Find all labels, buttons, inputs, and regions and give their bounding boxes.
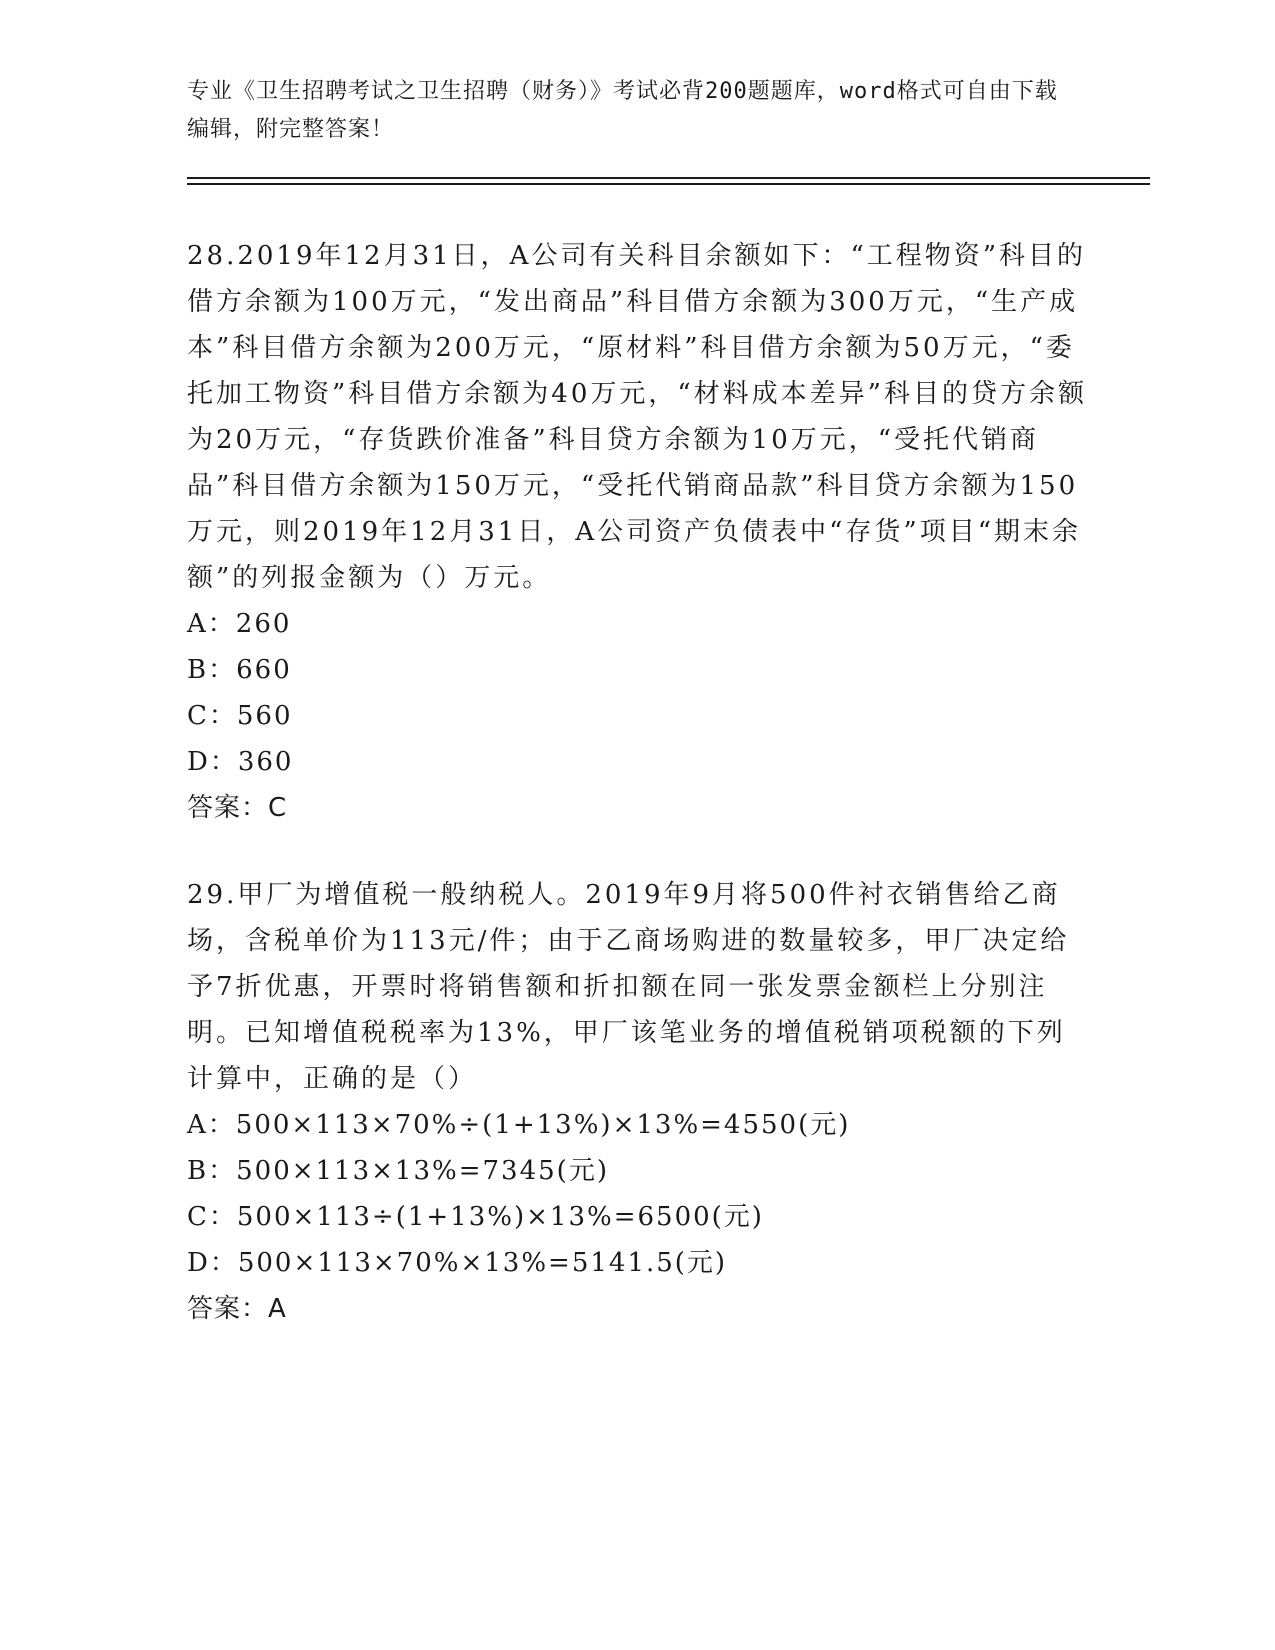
option-d: D：500×113×70%×13%=5141.5(元) <box>187 1248 728 1278</box>
question-29 <box>187 872 1087 1332</box>
option-b: B：500×113×13%=7345(元) <box>187 1156 609 1186</box>
answer-line: 答案：A <box>187 1294 287 1324</box>
option-list <box>187 601 1087 785</box>
option-d: D：360 <box>187 747 294 777</box>
question-28 <box>187 233 1087 831</box>
document-header: 专业《卫生招聘考试之卫生招聘（财务）》考试必背200题题库，word格式可自由下载编辑，附完整答案！ <box>187 79 1058 142</box>
option-c: C：500×113÷(1+13%)×13%=6500(元) <box>187 1202 764 1232</box>
option-a: A：260 <box>187 609 292 639</box>
option-a: A：500×113×70%÷(1+13%)×13%=4550(元) <box>187 1110 851 1140</box>
question-stem: 28.2019年12月31日，A公司有关科目余额如下：“工程物资”科目的借方余额为100万元，“发出商品”科目借方余额为300万元，“生产成本”科目借方余额为200万元，“原材料”科目借方余额为50万元，“委托加工物资”科目借方余额为40万元，“材料成本差异”科目的贷方余额为20万元，“存货跌价准备”科目贷方余额为10万元，“受托代销商品”科目借方余额为150万元，“受托代销商品款”科目贷方余额为150万元，则2019年12月31日，A公司资产负债表中“存货”项目“期末余额”的列报金额为（）万元。 <box>187 241 1087 593</box>
option-c: C：560 <box>187 701 293 731</box>
question-stem: 29.甲厂为增值税一般纳税人。2019年9月将500件衬衣销售给乙商场，含税单价为113元/件；由于乙商场购进的数量较多，甲厂决定给予7折优惠，开票时将销售额和折扣额在同一张发票金额栏上分别注明。已知增值税税率为13%，甲厂该笔业务的增值税销项税额的下列计算中，正确的是（） <box>187 880 1070 1094</box>
option-list <box>187 1102 1087 1286</box>
header-divider-bottom <box>187 183 1150 185</box>
option-b: B：660 <box>187 655 292 685</box>
answer-line: 答案：C <box>187 793 288 823</box>
header-divider-top <box>187 177 1150 179</box>
